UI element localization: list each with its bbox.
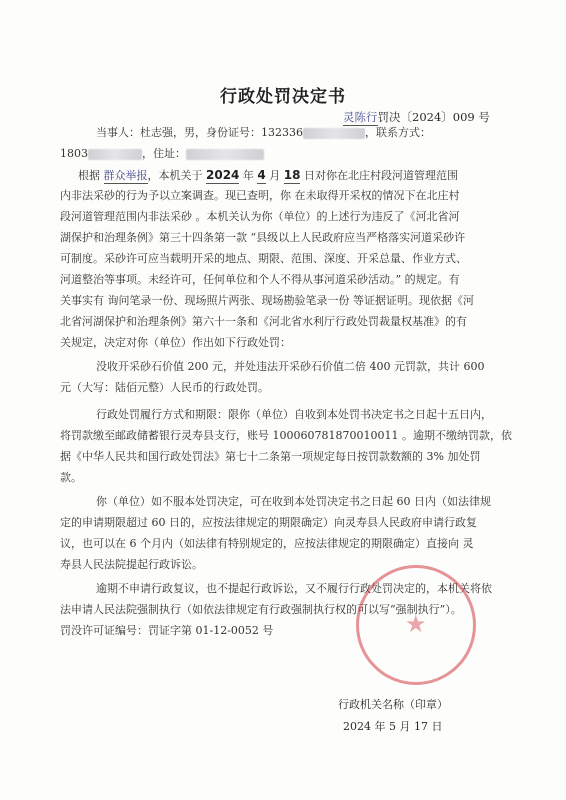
para1-line-1: 内非法采砂的行为予以立案调查。现已查明，你 在未取得开采权的情况下在北庄村 [60, 189, 460, 202]
para4-line-3: 寿县人民法院提起行政诉讼。 [60, 558, 203, 571]
para3-line-3: 款。 [60, 471, 82, 484]
party-contact-label: ，联系方式： [365, 126, 431, 139]
redacted-id [303, 128, 365, 139]
para2-line-1: 元（大写：陆佰元整）人民币的行政处罚。 [60, 381, 269, 394]
para1-line-6: 关事实有 询问笔录一份、现场照片两张、现场勘验笔录一份 等证据证明。现依据《河 [60, 294, 474, 307]
text: 日对你在北庄村段河道管理范围 [300, 169, 458, 182]
seal-star-icon: ★ [405, 610, 427, 638]
address-label: ，住址： [142, 147, 186, 160]
redacted-address [186, 149, 264, 160]
para3-line-1: 将罚款缴至邮政储蓄银行灵寿县支行，账号 100060781870010011 。逾期不缴纳罚款，依 [60, 429, 512, 442]
text: ，本机关于 [147, 169, 206, 182]
para2-line-0: 没收开采砂石价值 200 元，并处违法开采砂石价值二倍 400 元罚款，共计 600 [96, 360, 485, 373]
doc-number-main: 罚决〔2024〕009 号 [377, 110, 490, 124]
para5-line-0: 逾期不申请行政复议，也不提起行政诉讼，又不履行行政处罚决定的，本机关将依 [96, 582, 492, 595]
official-seal [356, 565, 476, 685]
decision-date: 2024 年 5 月 17 日 [343, 720, 443, 733]
para1-line-5: 河道整治等事项。未经许可，任何单位和个人不得从事河道采砂活动。” 的规定。有 [60, 273, 460, 286]
para1-line-2: 段河道管理范围内非法采砂 。本机关认为你（单位）的上述行为违反了《河北省河 [60, 210, 460, 223]
para4-line-2: 议，也可以在 6 个月内（如法律有特别规定的，应按法律规定的期限确定）直接向 灵 [60, 537, 474, 550]
case-day: 18 [283, 168, 301, 182]
para3-line-0: 行政处罚履行方式和期限：限你（单位）自收到本处罚书决定书之日起十五日内， [96, 408, 492, 421]
para1-line-8: 关规定，决定对你（单位）作出如下行政处罚： [60, 336, 291, 349]
phone-prefix: 1803 [60, 147, 88, 160]
permit-number: 罚没许可证编号：罚证字第 01-12-0052 号 [60, 624, 274, 637]
text: 根据 [78, 169, 104, 182]
text: 月 [265, 169, 284, 182]
case-month: 4 [257, 168, 266, 182]
para1-line-0 [78, 166, 458, 185]
para4-line-1: 定的申请期限超过 60 日的，应按法律规定的期限确定）向灵寿县人民政府申请行政复 [60, 516, 477, 529]
signature-label: 行政机关名称（印章） [338, 698, 448, 711]
doc-number-prefix: 灵陈行 [343, 110, 378, 124]
text: 年 [239, 169, 258, 182]
para1-line-4: 可制度。采砂许可应当载明开采的地点、期限、范围、深度、开采总量、作业方式、 [60, 252, 467, 265]
document-number [343, 109, 490, 125]
para1-line-7: 北省河湖保护和治理条例》第六十一条和《河北省水利厅行政处罚裁量权基准》的有 [60, 315, 467, 328]
para5-line-1: 法申请人民法院强制执行（如依法律规定有行政强制执行权的可以写“强制执行”）。 [60, 603, 462, 616]
para4-line-0: 你（单位）如不服本处罚决定，可在收到本处罚决定书之日起 60 日内（如法律规 [96, 495, 491, 508]
party-line [96, 124, 431, 142]
para3-line-2: 据《中华人民共和国行政处罚法》第七十二条第一项规定每日按罚款数额的 3% 加处罚 [60, 450, 481, 463]
para1-line-3: 湖保护和治理条例》第三十四条第一款 “县级以上人民政府应当严格落实河道采砂许 [60, 231, 466, 244]
document-title: 行政处罚决定书 [220, 87, 346, 107]
redacted-phone [88, 149, 142, 160]
party-name-id: 当事人：杜志强，男，身份证号：132336 [96, 126, 303, 139]
report-source: 群众举报 [103, 169, 148, 182]
case-year: 2024 [206, 168, 240, 182]
phone-address-line [60, 145, 264, 163]
